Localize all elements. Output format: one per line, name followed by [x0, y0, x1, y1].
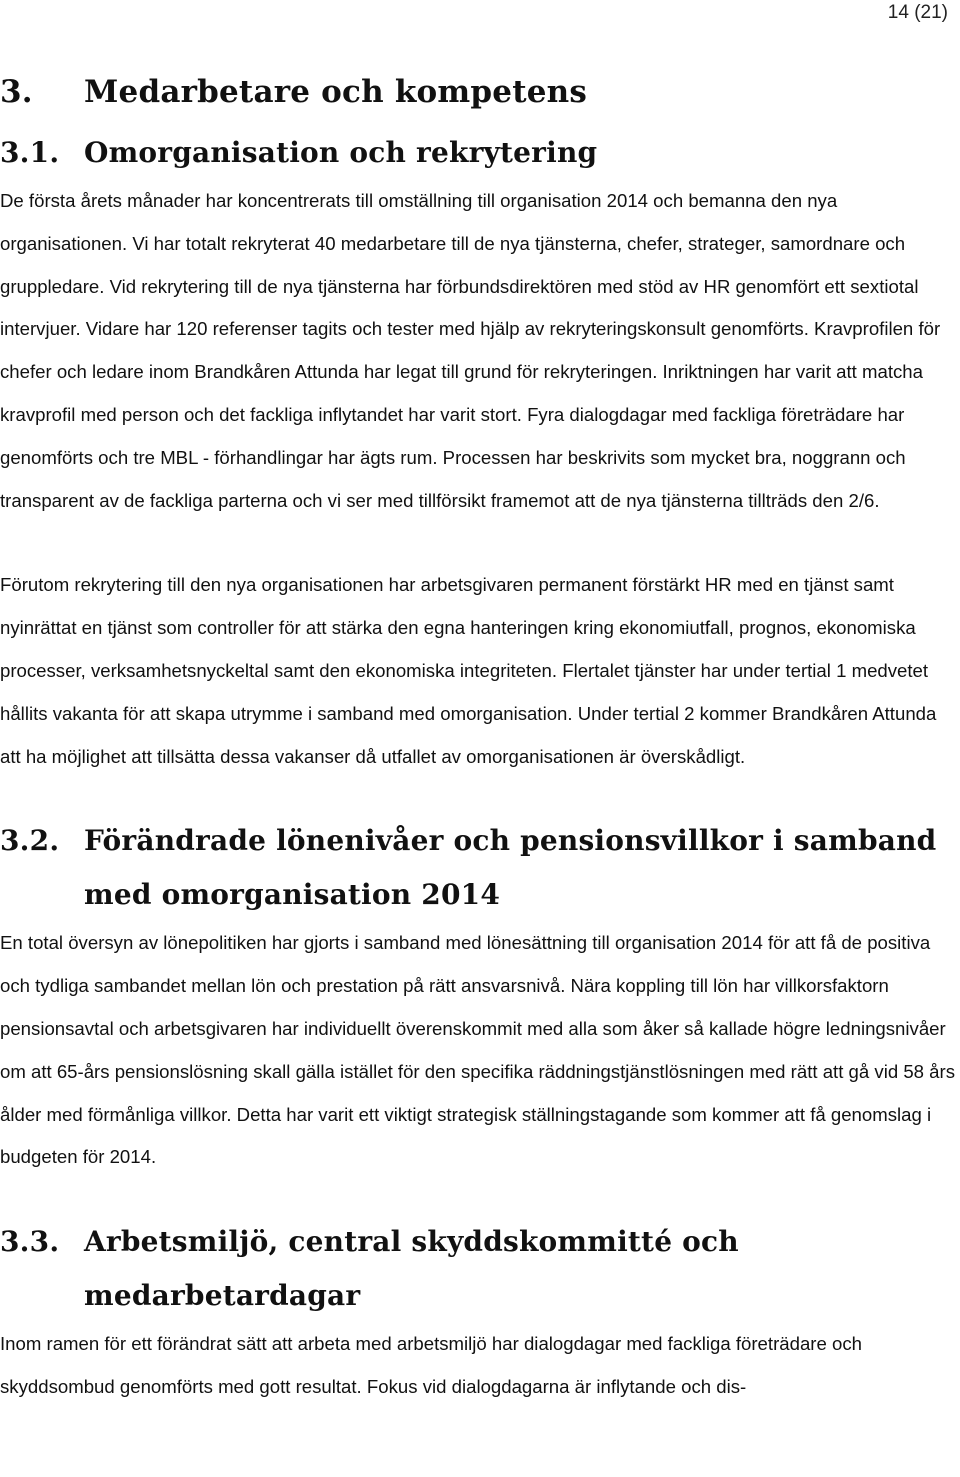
section-3-heading — [0, 66, 960, 118]
document-body — [0, 66, 960, 1409]
section-number: 3.3. — [0, 1225, 60, 1259]
section-title: Omorganisation och rekrytering — [84, 136, 598, 169]
section-title: Medarbetare och kompetens — [84, 74, 588, 110]
section-title: Förändrade lönenivåer och pensionsvillkor i samband med omorganisation 2014 — [84, 824, 937, 912]
section-number: 3.1. — [0, 136, 60, 169]
paragraph: De första årets månader har koncentrerats till omställning till organisation 2014 och bemanna den nya organisationen. Vi har totalt rekryterat 40 medarbetare till de nya tjänsterna, chefer, strateger, samordnare och gruppledare. Vid rekrytering till de nya tjänsterna har förbundsdirektören med stöd av HR genomfört ett sextiotal intervjuer. Vidare har 120 referenser tagits och tester med hjälp av rekryteringskonsult genomförts. Kravprofilen för chefer och ledare inom Brandkåren Attunda har legat till grund för rekryteringen. Inriktningen har varit att matcha kravprofil med person och det fackliga inflytandet har varit stort. Fyra dialogdagar med fackliga företrädare har genomförts och tre MBL - förhandlingar har ägts rum. Processen har beskrivits som mycket bra, noggrann och transparent av de fackliga parterna och vi ser med tillförsikt framemot att de nya tjänsterna tillträds den 2/6. — [0, 190, 941, 511]
section-3-2-heading — [0, 814, 960, 922]
paragraph: En total översyn av lönepolitiken har gjorts i samband med lönesättning till organisation 2014 för att få de positiva och tydliga sambandet mellan lön och prestation på rätt ansvarsnivå. Nära koppling till lön har villkorsfaktorn pensionsavtal och arbetsgivaren har individuellt överenskommit med alla som åker så kallade högre ledningsnivåer om att 65-års pensionslösning skall gälla istället för den specifika räddningstjänstlösningen med rätt att gå vid 58 års ålder med förmånliga villkor. Detta har varit ett viktigt strategisk ställningstagande som kommer att få genomslag i budgeten för 2014. — [0, 932, 956, 1168]
paragraph: Förutom rekrytering till den nya organisationen har arbetsgivaren permanent förstärkt HR med en tjänst samt nyinrättat en tjänst som controller för att stärka den egna hanteringen kring ekonomiutfall, prognos, ekonomiska processer, verksamhetsnyckeltal samt den ekonomiska integriteten. Flertalet tjänster har under tertial 1 medvetet hållits vakanta för att skapa utrymme i samband med omorganisation. Under tertial 2 kommer Brandkåren Attunda att ha möjlighet att tillsätta dessa vakanser då utfallet av omorganisationen är överskådligt. — [0, 574, 937, 767]
section-number: 3. — [0, 74, 33, 110]
section-3-1-heading — [0, 126, 960, 180]
section-3-3-heading — [0, 1215, 960, 1323]
paragraph: Inom ramen för ett förändrat sätt att arbeta med arbetsmiljö har dialogdagar med fackliga företrädare och skyddsombud genomförts med gott resultat. Fokus vid dialogdagarna är inflytande och dis- — [0, 1333, 862, 1397]
page-number: 14 (21) — [887, 2, 948, 23]
section-number: 3.2. — [0, 824, 60, 858]
section-title: Arbetsmiljö, central skyddskommitté och medarbetardagar — [84, 1225, 739, 1313]
